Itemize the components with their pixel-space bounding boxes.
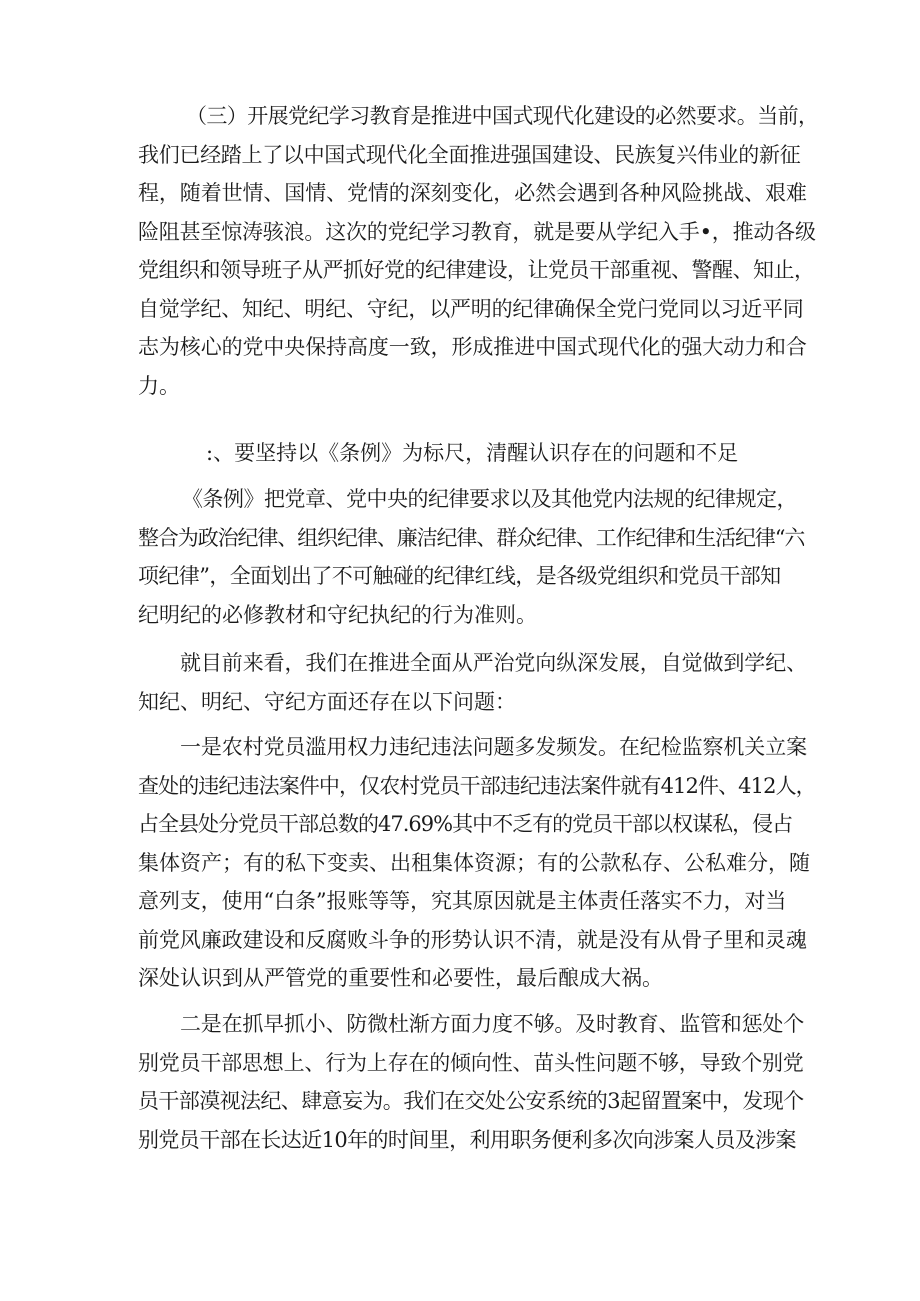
text-line: 一是农村党员滥用权力违纪违法问题多发频发。在纪检监察机关立案 bbox=[180, 735, 807, 759]
text-line: 就目前来看，我们在推进全面从严治党向纵深发展，自觉做到学纪、 bbox=[180, 651, 807, 675]
text-line: 前党风廉政建设和反腐败斗争的形势认识不清，就是没有从骨子里和灵魂 bbox=[138, 927, 807, 952]
text-line: 查处的违纪违法案件中，仅农村党员干部违纪违法案件就有412件、412人， bbox=[138, 773, 816, 798]
text-line: 意列支，使用“白条”报账等等，究其原因就是主体责任落实不力，对当 bbox=[138, 889, 787, 913]
text-line: 力。 bbox=[138, 373, 180, 398]
paragraph-early-prevention bbox=[138, 1005, 804, 1159]
text-line: 别党员干部思想上、行为上存在的倾向性、苗头性问题不够，导致个别党 bbox=[138, 1050, 804, 1075]
text-line: 险阻甚至惊涛骇浪。这次的党纪学习教育，就是要从学纪入手•，推动各级 bbox=[138, 219, 816, 244]
text-line: 志为核心的党中央保持高度一致，形成推进中国式现代化的强大动力和合 bbox=[138, 335, 807, 359]
text-line: 我们已经踏上了以中国式现代化全面推进强国建设、民族复兴伟业的新征 bbox=[138, 142, 801, 167]
paragraph-rural-party-members bbox=[138, 728, 816, 998]
text-line: 《条例》把党章、党中央的纪律要求以及其他党内法规的纪律规定， bbox=[182, 487, 797, 511]
section-heading bbox=[138, 434, 798, 473]
text-line: 项纪律”，全面划出了不可触碰的纪律红线，是各级党组织和党员干部知 bbox=[138, 564, 781, 588]
paragraph-regulations bbox=[138, 480, 805, 634]
text-line: 纪明纪的必修教材和守纪执纪的行为准则。 bbox=[138, 602, 537, 627]
text-line: 知纪、明纪、守纪方面还存在以下问题： bbox=[138, 689, 516, 714]
heading-text: :、要坚持以《条例》为标尺，清醒认识存在的问题和不足 bbox=[206, 441, 739, 465]
text-line: 深处认识到从严管党的重要性和必要性，最后酿成大祸。 bbox=[138, 966, 663, 990]
paragraph-party-discipline-modernization bbox=[138, 97, 819, 405]
text-line: 员干部漠视法纪、肆意妄为。我们在交处公安系统的3起留置案中，发现个 bbox=[138, 1089, 804, 1113]
text-line: 占全县处分党员干部总数的47.69%其中不乏有的党员干部以权谋私，侵占 bbox=[138, 812, 793, 836]
text-line: 党组织和领导班子从严抓好党的纪律建设，让党员干部重视、警醒、知止， bbox=[138, 258, 815, 282]
text-line: 别党员干部在长达近10年的时间里，利用职务便利多次向涉案人员及涉案 bbox=[138, 1127, 796, 1152]
text-line: 二是在抓早抓小、防微杜渐方面力度不够。及时教育、监管和惩处个 bbox=[180, 1012, 804, 1036]
text-line: 整合为政治纪律、组织纪律、廉洁纪律、群众纪律、工作纪律和生活纪律“六 bbox=[138, 525, 805, 550]
text-line: 自觉学纪、知纪、明纪、守纪，以严明的纪律确保全党闩党同以习近平同 bbox=[138, 296, 804, 321]
text-line: 程，随着世情、国情、党情的深刻变化，必然会遇到各种风险挑战、艰难 bbox=[138, 181, 807, 205]
text-line: 集体资产；有的私下变卖、出租集体资源；有的公款私存、公私难分，随 bbox=[138, 850, 810, 875]
text-line: （三）开展党纪学习教育是推进中国式现代化建设的必然要求。当前， bbox=[186, 104, 819, 128]
paragraph-current-situation bbox=[138, 644, 807, 721]
